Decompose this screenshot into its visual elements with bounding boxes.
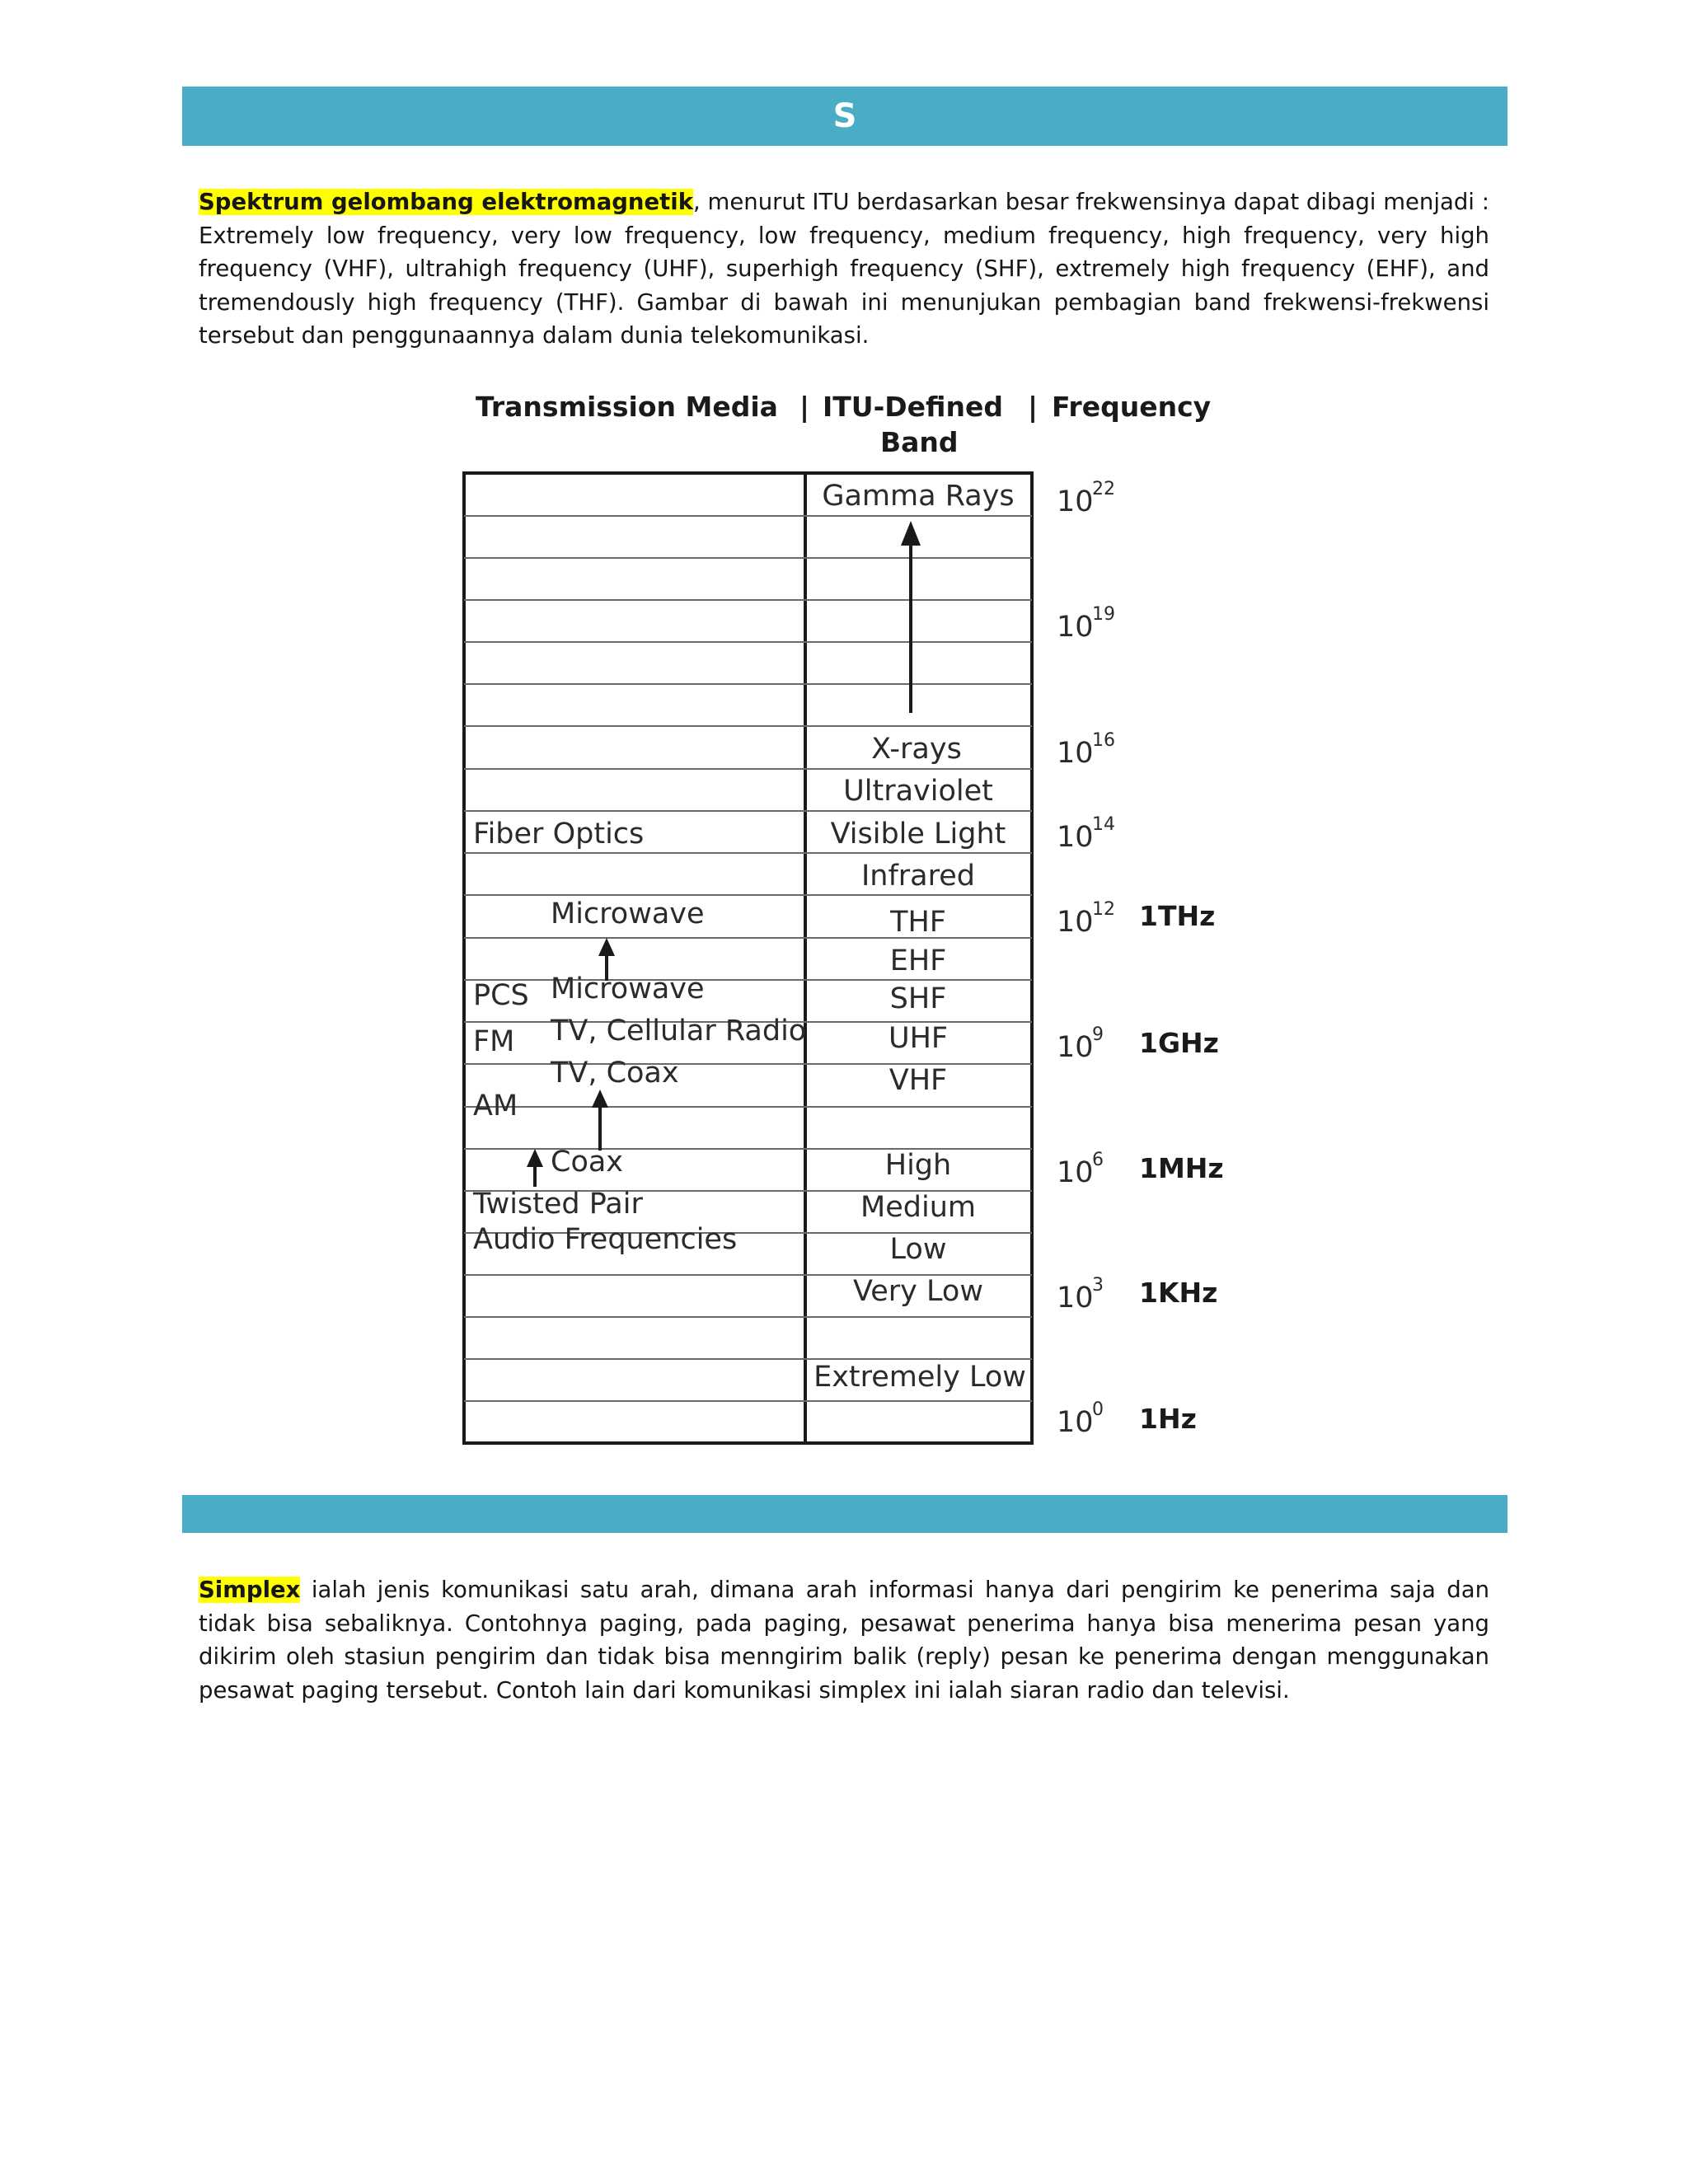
band-medium: Medium — [860, 1191, 976, 1224]
header-separator-1: | — [799, 391, 810, 423]
media-pcs: PCS — [473, 979, 529, 1012]
header-itu-band-line1: ITU-Defined — [823, 391, 1004, 423]
band-gamma-rays: Gamma Rays — [822, 480, 1015, 513]
svg-text:10: 10 — [1057, 821, 1094, 854]
media-coax: Coax — [551, 1146, 624, 1179]
spectrum-paragraph — [199, 185, 1489, 353]
header-banner — [182, 87, 1507, 146]
simplex-paragraph — [199, 1573, 1489, 1707]
simplex-term-highlight: Simplex — [199, 1577, 301, 1603]
freq-10e12 — [1057, 899, 1215, 939]
band-shf: SHF — [889, 982, 947, 1015]
table-row-lines — [464, 516, 1032, 1401]
svg-text:12: 12 — [1092, 899, 1115, 920]
section-divider-banner — [182, 1495, 1507, 1533]
band-very-low: Very Low — [853, 1275, 983, 1308]
freq-10e22 — [1057, 479, 1115, 518]
svg-text:10: 10 — [1057, 1156, 1094, 1189]
band-high: High — [884, 1149, 952, 1182]
freq-10e16 — [1057, 730, 1115, 770]
freq-10e6 — [1057, 1150, 1224, 1189]
svg-text:14: 14 — [1092, 814, 1115, 835]
simplex-paragraph-body: ialah jenis komunikasi satu arah, dimana arah informasi hanya dari pengirim ke penerima saja dan tidak bisa sebaliknya. Contohnya paging, pada paging, pesawat penerima hanya bisa menerima pesan yang dikirim oleh stasiun pengirim dan tidak bisa menngirim balik (reply) pesan ke penerima dengan menggunakan pesawat paging tersebut. Contoh lain dari komunikasi simplex ini ialah siaran radio dan televisi. — [199, 1577, 1489, 1704]
band-low: Low — [889, 1233, 947, 1266]
freq-10e19 — [1057, 604, 1115, 644]
freq-unit-ghz: 1GHz — [1139, 1027, 1219, 1059]
media-tv-cellular: TV, Cellular Radio — [551, 1015, 807, 1047]
band-ultraviolet: Ultraviolet — [843, 775, 993, 808]
band-x-rays: X-rays — [871, 733, 962, 766]
band-infrared: Infrared — [860, 860, 976, 893]
freq-10e9 — [1057, 1024, 1219, 1064]
band-visible-light: Visible Light — [830, 818, 1006, 851]
spectrum-figure — [445, 387, 1269, 1459]
header-frequency: Frequency — [1052, 391, 1212, 423]
freq-10e0 — [1057, 1399, 1197, 1439]
band-ehf: EHF — [889, 944, 947, 977]
spectrum-table-diagram — [445, 387, 1269, 1459]
svg-text:10: 10 — [1057, 1282, 1094, 1315]
header-letter: S — [832, 97, 857, 135]
media-fiber-optics: Fiber Optics — [473, 818, 645, 851]
media-am: AM — [473, 1090, 518, 1122]
media-fm: FM — [473, 1025, 515, 1058]
header-itu-band-line2: Band — [880, 426, 959, 458]
freq-unit-mhz: 1MHz — [1139, 1152, 1224, 1184]
band-vhf: VHF — [889, 1064, 948, 1097]
freq-unit-hz: 1Hz — [1139, 1403, 1197, 1435]
svg-text:10: 10 — [1057, 906, 1094, 939]
svg-text:10: 10 — [1057, 485, 1094, 518]
svg-text:10: 10 — [1057, 611, 1094, 644]
svg-text:22: 22 — [1092, 479, 1115, 499]
svg-text:10: 10 — [1057, 737, 1094, 770]
svg-text:3: 3 — [1092, 1275, 1104, 1296]
header-transmission-media: Transmission Media — [476, 391, 778, 423]
svg-text:10: 10 — [1057, 1031, 1094, 1064]
svg-text:0: 0 — [1092, 1399, 1104, 1420]
freq-unit-thz: 1THz — [1139, 900, 1216, 932]
svg-text:6: 6 — [1092, 1150, 1104, 1170]
media-tv-coax: TV, Coax — [551, 1057, 679, 1090]
table-frame-left — [464, 473, 805, 1443]
spectrum-paragraph-body: , menurut ITU berdasarkan besar frekwensinya dapat dibagi menjadi : Extremely low frequency, very low frequency, low frequency, medium frequency, high frequency, very high frequency (VHF), ultrahigh frequency (UHF), superhigh frequency (SHF), extremely high frequency (EHF), and tremendously high frequency (THF). Gambar di bawah ini menunjukan pembagian band frekwensi-frekwensi tersebut dan penggunaannya dalam dunia telekomunikasi. — [199, 189, 1489, 349]
svg-text:19: 19 — [1092, 604, 1115, 625]
media-microwave-top: Microwave — [551, 898, 705, 930]
header-separator-2: | — [1028, 391, 1039, 423]
media-audio-frequencies: Audio Frequencies — [473, 1223, 738, 1256]
svg-text:10: 10 — [1057, 1406, 1094, 1439]
svg-text:16: 16 — [1092, 730, 1115, 751]
freq-10e14 — [1057, 814, 1115, 854]
band-uhf: UHF — [888, 1022, 949, 1055]
svg-text:9: 9 — [1092, 1024, 1104, 1045]
band-extremely-low: Extremely Low — [814, 1361, 1026, 1394]
media-twisted-pair: Twisted Pair — [473, 1188, 643, 1221]
spectrum-term-highlight: Spektrum gelombang elektromagnetik — [199, 189, 694, 215]
tv-coax-arrow-up-icon — [592, 1090, 608, 1151]
media-microwave: Microwave — [551, 972, 705, 1005]
freq-unit-khz: 1KHz — [1139, 1277, 1218, 1309]
coax-arrow-up-icon — [527, 1149, 543, 1187]
freq-10e3 — [1057, 1275, 1217, 1315]
band-thf: THF — [890, 906, 946, 939]
